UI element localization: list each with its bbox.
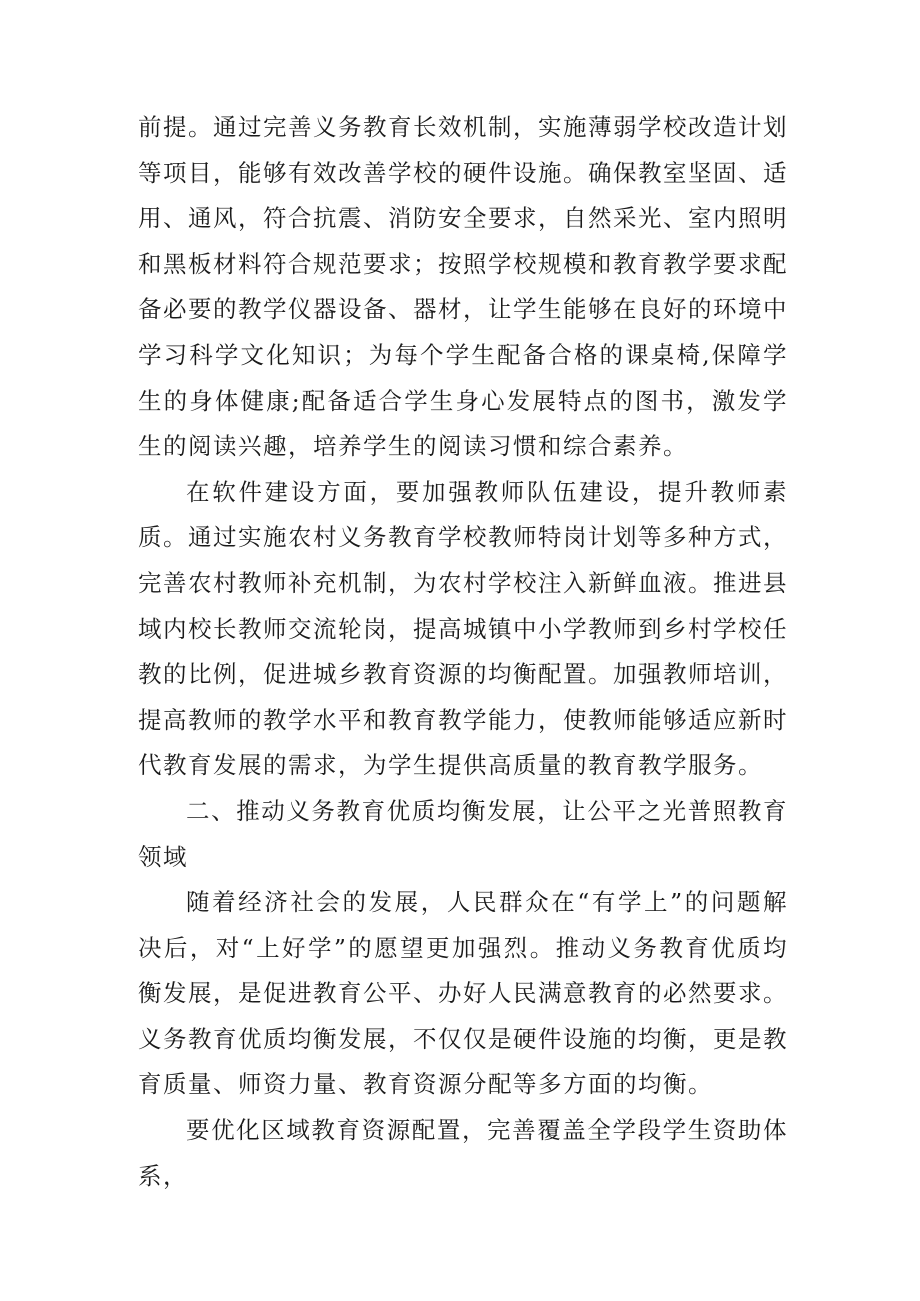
body-paragraph-2: 在软件建设方面，要加强教师队伍建设，提升教师素质。通过实施农村义务教育学校教师特岗计划等多种方式，完善农村教师补充机制，为农村学校注入新鲜血液。推进县域内校长教师交流轮岗，提高城镇中小学教师到乡村学校任教的比例，促进城乡教育资源的均衡配置。加强教师培训，提高教师的教学水平和教育教学能力，使教师能够适应新时代教育发展的需求，为学生提供高质量的教育教学服务。 [138,477,788,780]
body-paragraph-4: 要优化区域教育资源配置，完善覆盖全学段学生资助体系， [138,1116,788,1190]
body-paragraph-3: 随着经济社会的发展，人民群众在“有学上”的问题解决后，对“上好学”的愿望更加强烈。推动义务教育优质均衡发展，是促进教育公平、办好人民满意教育的必然要求。义务教育优质均衡发展，不仅仅是硬件设施的均衡，更是教育质量、师资力量、教育资源分配等多方面的均衡。 [138,888,788,1099]
document-page [138,105,788,1199]
body-paragraph-1: 前提。通过完善义务教育长效机制，实施薄弱学校改造计划等项目，能够有效改善学校的硬件设施。确保教室坚固、适用、通风，符合抗震、消防安全要求，自然采光、室内照明和黑板材料符合规范要求；按照学校规模和教育教学要求配备必要的教学仪器设备、器材，让学生能够在良好的环境中学习科学文化知识；为每个学生配备合格的课桌椅,保障学生的身体健康;配备适合学生身心发展特点的图书，激发学生的阅读兴趣，培养学生的阅读习惯和综合素养。 [138,113,788,461]
section-heading: 二、推动义务教育优质均衡发展，让公平之光普照教育领域 [138,796,788,871]
